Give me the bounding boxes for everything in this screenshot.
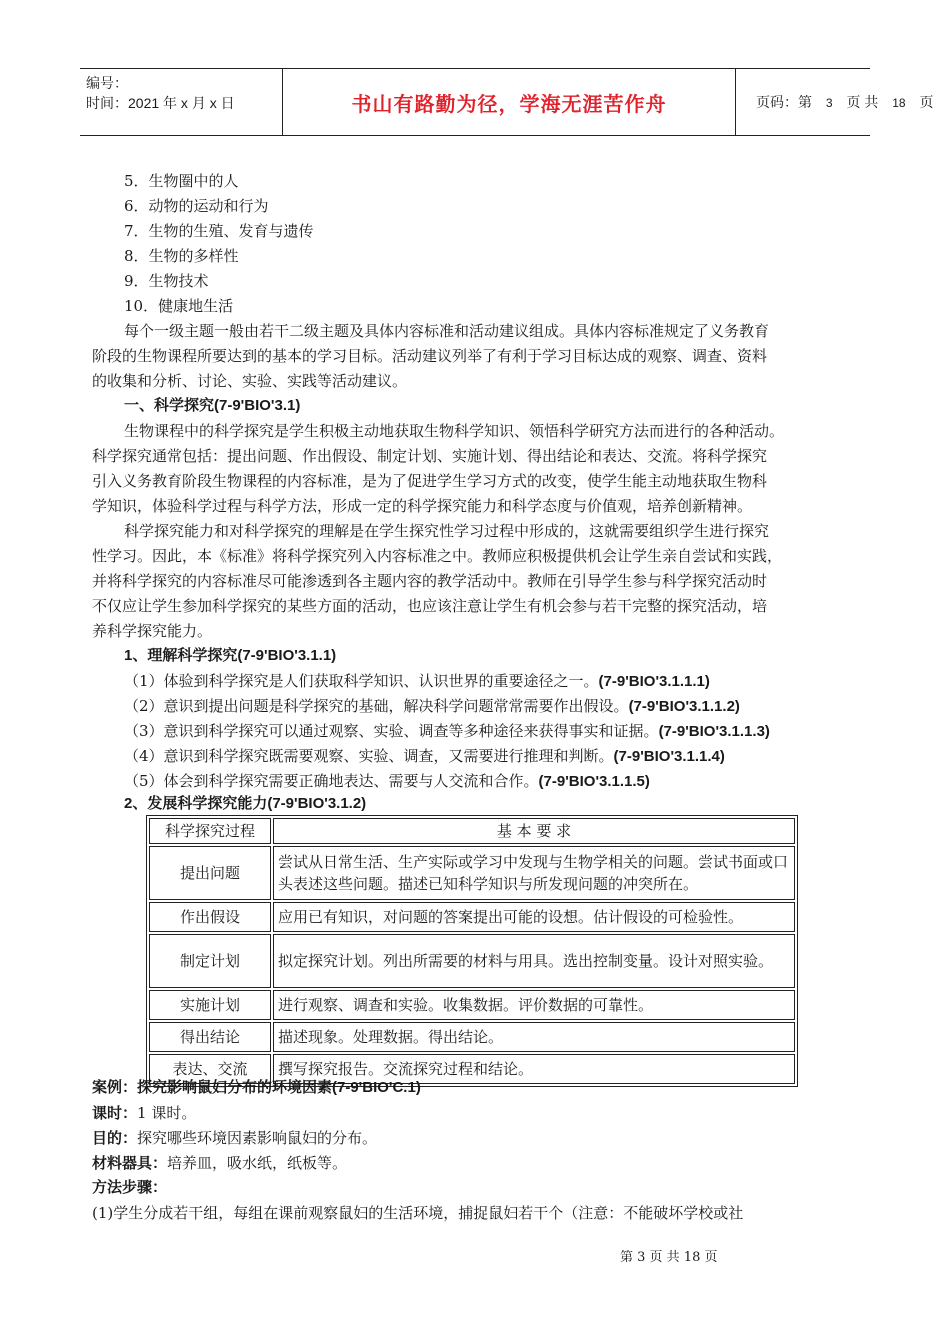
paragraph-line: 不仅应让学生参加科学探究的某些方面的活动，也应该注意让学生有机会参与若干完整的探究活动，培 [92,597,768,615]
requirement-cell: 描述现象。处理数据。得出结论。 [273,1022,795,1052]
case-steps-label: 方法步骤： [92,1179,168,1196]
table-header-requirement: 基 本 要 求 [273,818,795,844]
paragraph-line: 阶段的生物课程所要达到的基本的学习目标。活动建议列举了有利于学习目标达成的观察、调查、资料 [92,347,768,365]
section-heading: 一、科学探究(7-9'BIO'3.1) [124,397,301,414]
process-cell: 作出假设 [149,902,271,932]
paragraph-line: 引入义务教育阶段生物课程的内容标准，是为了促进学生学习方式的改变，使学生能主动地获取生物科 [92,472,768,490]
paragraph-line: 养科学探究能力。 [92,622,213,640]
paragraph-line: 的收集和分析、讨论、实验、实践等活动建议。 [92,372,408,390]
footer-page-info: 第 3 页 共 18 页 [620,1250,718,1265]
list-item: 10．健康地生活 [124,297,234,315]
paragraph-line: 科学探究能力和对科学探究的理解是在学生探究性学习过程中形成的，这就需要组织学生进行探究 [124,522,770,540]
process-cell: 得出结论 [149,1022,271,1052]
header-slogan: 书山有路勤为径，学海无涯苦作舟 [351,91,667,116]
list-item: （5）体会到科学探究需要正确地表达、需要与人交流和合作。(7-9'BIO'3.1.1.5) [124,772,650,790]
process-cell: 提出问题 [149,846,271,900]
page-label: 页码：第 [756,94,812,110]
page-end: 页 [919,94,934,110]
list-item: 8．生物的多样性 [124,247,239,265]
requirement-cell: 撰写探究报告。交流探究过程和结论。 [273,1054,795,1084]
requirement-cell: 拟定探究计划。列出所需要的材料与用具。选出控制变量。设计对照实验。 [273,934,795,988]
table-row [149,934,795,988]
paragraph-line: 学知识，体验科学过程与科学方法，形成一定的科学探究能力和科学态度与价值观，培养创新精神。 [92,497,753,515]
table-row [149,990,795,1020]
header-page-info [736,69,934,135]
standard-code: (7-9'BIO'3.1.1.3) [658,723,770,740]
doc-number-label: 编号： [86,75,128,91]
standard-code: (7-9'BIO'3.1.1.2) [628,698,740,715]
paragraph-line: 科学探究通常包括：提出问题、作出假设、制定计划、实施计划、得出结论和表达、交流。将科学探究 [92,447,768,465]
standard-code: (7-9'BIO'3.1.1.4) [613,748,725,765]
subsection-heading: 2、发展科学探究能力(7-9'BIO'3.1.2) [124,795,367,812]
case-materials: 材料器具：培养皿，吸水纸，纸板等。 [92,1154,348,1172]
standard-code: (7-9'BIO'3.1.1.1) [598,673,710,690]
list-item: 7．生物的生殖、发育与遗传 [124,222,314,240]
process-cell: 制定计划 [149,934,271,988]
requirement-cell: 进行观察、调查和实验。收集数据。评价数据的可靠性。 [273,990,795,1020]
case-step: (1)学生分成若干组，每组在课前观察鼠妇的生活环境，捕捉鼠妇若干个（注意：不能破坏学校或社 [92,1204,744,1222]
table-header-process: 科学探究过程 [149,818,271,844]
list-item: （1）体验到科学探究是人们获取科学知识、认识世界的重要途径之一。(7-9'BIO'3.1.1.1) [124,672,710,690]
process-cell: 实施计划 [149,990,271,1020]
table-row [149,846,795,900]
page-total: 18 [892,96,906,110]
requirement-cell: 应用已有知识，对问题的答案提出可能的设想。估计假设的可检验性。 [273,902,795,932]
table-header-row [149,818,795,844]
case-title: 案例：探究影响鼠妇分布的环境因素(7-9'BIO'C.1) [92,1079,421,1096]
subsection-heading: 1、理解科学探究(7-9'BIO'3.1.1) [124,647,337,664]
list-item: 5．生物圈中的人 [124,172,239,190]
page-number: 3 [825,96,833,110]
list-item: （3）意识到科学探究可以通过观察、实验、调查等多种途径来获得事实和证据。(7-9'BIO'3.1.1.3) [124,722,770,740]
doc-time-label: 时间：2021 年 x 月 x 日 [86,95,235,111]
header-slogan-cell [282,69,736,135]
list-item: 9．生物技术 [124,272,209,290]
list-item: （2）意识到提出问题是科学探究的基础，解决科学问题常常需要作出假设。(7-9'BIO'3.1.1.2) [124,697,740,715]
page-header [80,68,934,136]
paragraph-line: 生物课程中的科学探究是学生积极主动地获取生物科学知识、领悟科学研究方法而进行的各种活动。 [124,422,785,440]
paragraph-line: 并将科学探究的内容标准尽可能渗透到各主题内容的教学活动中。教师在引导学生参与科学探究活动时 [92,572,768,590]
requirement-cell: 尝试从日常生活、生产实际或学习中发现与生物学相关的问题。尝试书面或口头表述这些问题。描述已知科学知识与所发现问题的冲突所在。 [273,846,795,900]
list-item: （4）意识到科学探究既需要观察、实验、调查，又需要进行推理和判断。(7-9'BIO'3.1.1.4) [124,747,725,765]
case-hours: 课时：1 课时。 [92,1104,197,1122]
case-purpose: 目的：探究哪些环境因素影响鼠妇的分布。 [92,1129,378,1147]
page-mid: 页 共 [846,94,879,110]
list-item: 6．动物的运动和行为 [124,197,269,215]
process-cell: 表达、交流 [149,1054,271,1084]
table-row [149,1022,795,1052]
requirements-table [146,815,798,1087]
table-row [149,902,795,932]
standard-code: (7-9'BIO'3.1.1.5) [538,773,650,790]
paragraph-line: 每个一级主题一般由若干二级主题及具体内容标准和活动建议组成。具体内容标准规定了义务教育 [124,322,770,340]
paragraph-line: 性学习。因此，本《标准》将科学探究列入内容标准之中。教师应积极提供机会让学生亲自尝试和实践， [92,547,783,565]
header-meta [80,69,280,135]
